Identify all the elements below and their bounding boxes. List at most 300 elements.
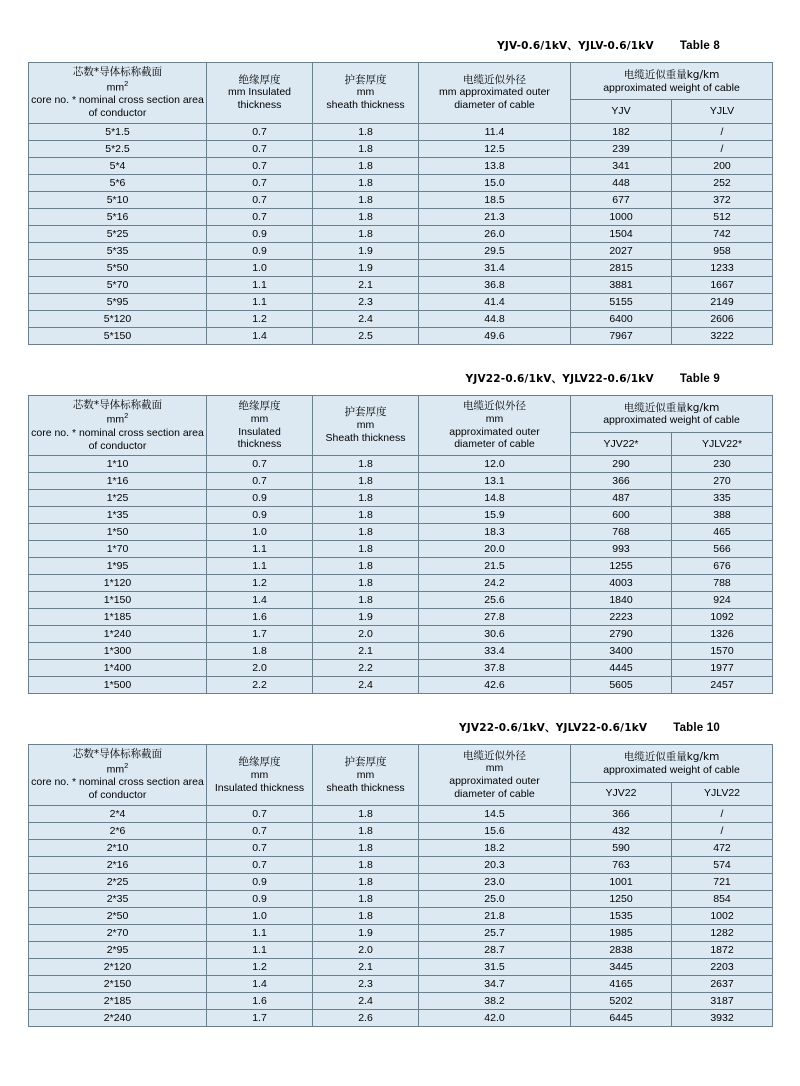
table-cell: 3932 xyxy=(672,1010,773,1027)
table-cell: 0.7 xyxy=(207,123,313,140)
table-cell: 1.4 xyxy=(207,976,313,993)
table-cell: 1.1 xyxy=(207,558,313,575)
table-cell: 23.0 xyxy=(419,874,571,891)
header-core-section-unit: $mm^2$ xyxy=(106,761,129,776)
table-cell: 2.3 xyxy=(313,293,419,310)
table-cell: 31.5 xyxy=(419,959,571,976)
table-row xyxy=(29,857,773,874)
table-row xyxy=(29,993,773,1010)
header-insulation-line2: Insulated thickness xyxy=(214,781,305,794)
header-insulation-thickness xyxy=(207,395,313,456)
table-9-title-text: YJV22-0.6/1kV、YJLV22-0.6/1kV xyxy=(465,372,654,385)
table-cell: 2457 xyxy=(672,677,773,694)
header-outer-diameter xyxy=(419,745,571,806)
table-cell: 2.6 xyxy=(313,1010,419,1027)
header-core-section-cn: 芯数*导体标称截面 xyxy=(72,748,163,761)
table-cell: 2.1 xyxy=(313,643,419,660)
table-row xyxy=(29,473,773,490)
header-outer-diameter xyxy=(419,395,571,456)
table-cell: 18.2 xyxy=(419,840,571,857)
table-10-head xyxy=(29,745,773,806)
table-row xyxy=(29,191,773,208)
header-core-section-en: core no. * nominal cross section area of conductor xyxy=(31,94,204,119)
table-row xyxy=(29,225,773,242)
table-cell: 1092 xyxy=(672,609,773,626)
table-row xyxy=(29,891,773,908)
header-core-section-en: core no. * nominal cross section area of conductor xyxy=(31,426,204,452)
table-block-10 xyxy=(28,720,772,1027)
table-cell: 1.6 xyxy=(207,609,313,626)
table-row xyxy=(29,677,773,694)
header-outer-diameter-unit: mm xyxy=(485,762,504,775)
header-outer-diameter-line1: approximated outer xyxy=(449,425,540,438)
table-cell: 1*400 xyxy=(29,660,207,677)
table-cell: 37.8 xyxy=(419,660,571,677)
table-cell: 0.7 xyxy=(207,857,313,874)
table-cell: 5155 xyxy=(571,293,672,310)
table-cell: 3445 xyxy=(571,959,672,976)
table-cell: 0.7 xyxy=(207,140,313,157)
table-cell: 2223 xyxy=(571,609,672,626)
table-cell: 600 xyxy=(571,507,672,524)
table-cell: 2790 xyxy=(571,626,672,643)
header-weight-group xyxy=(571,63,773,100)
header-outer-diameter-line2: diameter of cable xyxy=(454,438,535,451)
table-cell: 1*95 xyxy=(29,558,207,575)
table-cell: 1.0 xyxy=(207,524,313,541)
table-cell: 1.8 xyxy=(313,857,419,874)
table-cell: 5*95 xyxy=(29,293,207,310)
table-cell: 13.8 xyxy=(419,157,571,174)
table-cell: 566 xyxy=(672,541,773,558)
table-row xyxy=(29,609,773,626)
table-cell: 1*50 xyxy=(29,524,207,541)
table-cell: 1.0 xyxy=(207,908,313,925)
table-cell: 18.3 xyxy=(419,524,571,541)
table-cell: 1.8 xyxy=(313,191,419,208)
table-cell: 2.4 xyxy=(313,677,419,694)
table-cell: 2.1 xyxy=(313,959,419,976)
header-weight-yjlv22: YJLV22 xyxy=(672,782,773,805)
header-outer-diameter-line1: approximated outer xyxy=(449,775,540,788)
table-cell: 2815 xyxy=(571,259,672,276)
table-cell: 1.8 xyxy=(313,823,419,840)
table-row xyxy=(29,140,773,157)
table-cell: 1.8 xyxy=(313,874,419,891)
table-cell: 372 xyxy=(672,191,773,208)
table-row xyxy=(29,959,773,976)
table-cell: 2*185 xyxy=(29,993,207,1010)
header-weight-group-cn: 电缆近似重量kg/km xyxy=(623,68,720,81)
table-cell: 1001 xyxy=(571,874,672,891)
table-cell: 1.8 xyxy=(313,507,419,524)
table-cell: 1.4 xyxy=(207,592,313,609)
table-cell: 3400 xyxy=(571,643,672,660)
header-weight-yjlv: YJLV xyxy=(672,100,773,123)
header-outer-diameter-cn: 电缆近似外径 xyxy=(463,73,526,86)
table-cell: 0.9 xyxy=(207,507,313,524)
header-sheath-unit: mm xyxy=(356,768,375,781)
table-8-body xyxy=(29,123,773,344)
table-cell: 20.3 xyxy=(419,857,571,874)
table-cell: 24.2 xyxy=(419,575,571,592)
table-cell: 2*6 xyxy=(29,823,207,840)
table-cell: 0.7 xyxy=(207,473,313,490)
table-cell: 44.8 xyxy=(419,310,571,327)
cable-table-9 xyxy=(28,395,773,695)
table-cell: 1250 xyxy=(571,891,672,908)
table-10-title-text: YJV22-0.6/1kV、YJLV22-0.6/1kV xyxy=(458,722,648,735)
table-cell: 6445 xyxy=(571,1010,672,1027)
table-cell: 18.5 xyxy=(419,191,571,208)
table-9-head xyxy=(29,395,773,456)
table-cell: 25.0 xyxy=(419,891,571,908)
table-8-title-text: YJV-0.6/1kV、YJLV-0.6/1kV xyxy=(497,40,654,52)
header-sheath-cn: 护套厚度 xyxy=(344,73,387,86)
table-9-body xyxy=(29,456,773,694)
table-cell: 15.9 xyxy=(419,507,571,524)
table-cell: 42.6 xyxy=(419,677,571,694)
table-cell: 0.7 xyxy=(207,174,313,191)
table-cell: 0.9 xyxy=(207,225,313,242)
table-cell: / xyxy=(672,823,773,840)
header-sheath-thickness xyxy=(313,63,419,124)
header-insulation-line1: mm Insulated xyxy=(227,86,292,99)
table-cell: 1.8 xyxy=(313,157,419,174)
table-cell: 7967 xyxy=(571,327,672,344)
header-outer-diameter-cn: 电缆近似外径 xyxy=(463,399,526,412)
table-cell: 182 xyxy=(571,123,672,140)
table-cell: 5*50 xyxy=(29,259,207,276)
table-cell: 1.2 xyxy=(207,310,313,327)
header-insulation-cn: 绝缘厚度 xyxy=(238,73,281,86)
table-cell: 1.8 xyxy=(313,840,419,857)
table-block-9 xyxy=(28,371,772,695)
table-row xyxy=(29,293,773,310)
table-cell: 5*35 xyxy=(29,242,207,259)
table-row xyxy=(29,490,773,507)
table-row xyxy=(29,925,773,942)
table-cell: 2.1 xyxy=(313,276,419,293)
table-cell: 2*240 xyxy=(29,1010,207,1027)
table-row xyxy=(29,626,773,643)
table-cell: 3881 xyxy=(571,276,672,293)
header-insulation-thickness xyxy=(207,745,313,806)
table-row xyxy=(29,575,773,592)
table-cell: 742 xyxy=(672,225,773,242)
table-cell: 0.7 xyxy=(207,157,313,174)
table-cell: 1.8 xyxy=(313,806,419,823)
table-cell: 1002 xyxy=(672,908,773,925)
header-core-section xyxy=(29,63,207,124)
table-cell: 1.7 xyxy=(207,626,313,643)
table-cell: 5202 xyxy=(571,993,672,1010)
table-cell: 36.8 xyxy=(419,276,571,293)
table-cell: 1.8 xyxy=(313,174,419,191)
header-insulation-line2: thickness xyxy=(237,438,282,451)
header-core-section xyxy=(29,745,207,806)
table-row xyxy=(29,1010,773,1027)
table-cell: 1*16 xyxy=(29,473,207,490)
table-cell: 42.0 xyxy=(419,1010,571,1027)
table-cell: 14.5 xyxy=(419,806,571,823)
table-cell: 1*300 xyxy=(29,643,207,660)
table-row xyxy=(29,806,773,823)
table-cell: 5*10 xyxy=(29,191,207,208)
table-cell: 0.7 xyxy=(207,806,313,823)
header-outer-diameter-unit: mm xyxy=(485,412,504,425)
table-cell: 763 xyxy=(571,857,672,874)
table-cell: 33.4 xyxy=(419,643,571,660)
table-cell: 1*500 xyxy=(29,677,207,694)
table-cell: 2*50 xyxy=(29,908,207,925)
table-cell: 1.6 xyxy=(207,993,313,1010)
table-cell: 4003 xyxy=(571,575,672,592)
table-row xyxy=(29,456,773,473)
document-page xyxy=(0,38,800,1086)
table-cell: 1.2 xyxy=(207,959,313,976)
header-insulation-line1: Insulated xyxy=(238,425,281,438)
table-cell: 2*16 xyxy=(29,857,207,874)
table-cell: 34.7 xyxy=(419,976,571,993)
table-cell: 574 xyxy=(672,857,773,874)
table-cell: 924 xyxy=(672,592,773,609)
table-cell: 388 xyxy=(672,507,773,524)
table-row xyxy=(29,823,773,840)
table-cell: 1.8 xyxy=(313,592,419,609)
table-9-title xyxy=(28,371,772,386)
header-weight-group-cn: 电缆近似重量kg/km xyxy=(623,751,720,764)
table-row xyxy=(29,976,773,993)
table-cell: 1.9 xyxy=(313,242,419,259)
table-cell: 1.8 xyxy=(313,225,419,242)
table-row xyxy=(29,558,773,575)
table-cell: 1*150 xyxy=(29,592,207,609)
table-row xyxy=(29,908,773,925)
table-cell: 2149 xyxy=(672,293,773,310)
table-cell: 31.4 xyxy=(419,259,571,276)
table-cell: 1.8 xyxy=(313,456,419,473)
table-cell: 676 xyxy=(672,558,773,575)
table-9-number: Table 9 xyxy=(679,372,720,385)
table-cell: 1*25 xyxy=(29,490,207,507)
table-row xyxy=(29,157,773,174)
table-cell: 270 xyxy=(672,473,773,490)
header-outer-diameter-cn: 电缆近似外径 xyxy=(463,749,526,762)
table-cell: 15.6 xyxy=(419,823,571,840)
table-cell: 590 xyxy=(571,840,672,857)
table-cell: / xyxy=(672,123,773,140)
table-cell: 27.8 xyxy=(419,609,571,626)
table-cell: 1.1 xyxy=(207,293,313,310)
table-row xyxy=(29,592,773,609)
table-cell: 5*2.5 xyxy=(29,140,207,157)
table-block-8 xyxy=(28,38,772,345)
table-cell: 11.4 xyxy=(419,123,571,140)
header-insulation-unit: mm xyxy=(250,412,269,425)
table-cell: 5*1.5 xyxy=(29,123,207,140)
table-cell: 21.8 xyxy=(419,908,571,925)
table-cell: 1.1 xyxy=(207,276,313,293)
table-cell: 1535 xyxy=(571,908,672,925)
table-cell: 2838 xyxy=(571,942,672,959)
table-cell: 3187 xyxy=(672,993,773,1010)
header-outer-diameter-line2: diameter of cable xyxy=(454,99,535,112)
header-sheath-unit: mm xyxy=(356,419,375,432)
header-sheath-thickness xyxy=(313,395,419,456)
table-row xyxy=(29,242,773,259)
table-cell: 1*10 xyxy=(29,456,207,473)
table-cell: 1.9 xyxy=(313,925,419,942)
header-sheath-cn: 护套厚度 xyxy=(344,406,387,419)
table-cell: 2.4 xyxy=(313,310,419,327)
table-cell: 1667 xyxy=(672,276,773,293)
table-10-body xyxy=(29,806,773,1027)
table-cell: 5*4 xyxy=(29,157,207,174)
table-cell: 1.2 xyxy=(207,575,313,592)
table-cell: 25.7 xyxy=(419,925,571,942)
table-cell: 14.8 xyxy=(419,490,571,507)
table-cell: / xyxy=(672,140,773,157)
table-cell: 1.9 xyxy=(313,609,419,626)
table-10-title xyxy=(28,720,772,735)
table-row xyxy=(29,276,773,293)
table-cell: 2637 xyxy=(672,976,773,993)
table-cell: 2.4 xyxy=(313,993,419,1010)
table-cell: 2.5 xyxy=(313,327,419,344)
header-insulation-unit: mm xyxy=(250,768,269,781)
table-cell: 2*95 xyxy=(29,942,207,959)
header-weight-group-en: approximated weight of cable xyxy=(603,414,740,427)
table-cell: 15.0 xyxy=(419,174,571,191)
table-cell: 366 xyxy=(571,473,672,490)
table-cell: 2.0 xyxy=(207,660,313,677)
header-core-section-cn: 芯数*导体标称截面 xyxy=(72,398,163,411)
table-cell: 512 xyxy=(672,208,773,225)
table-cell: 38.2 xyxy=(419,993,571,1010)
header-weight-group xyxy=(571,745,773,782)
table-row xyxy=(29,174,773,191)
table-cell: 2.0 xyxy=(313,942,419,959)
cable-table-10 xyxy=(28,744,773,1027)
header-weight-yjv22: YJV22 xyxy=(571,782,672,805)
table-cell: 1*70 xyxy=(29,541,207,558)
table-cell: 20.0 xyxy=(419,541,571,558)
header-sheath-line1: mm xyxy=(356,86,375,99)
table-cell: 1872 xyxy=(672,942,773,959)
cable-table-8 xyxy=(28,62,773,345)
table-cell: 26.0 xyxy=(419,225,571,242)
table-cell: 239 xyxy=(571,140,672,157)
table-cell: 290 xyxy=(571,456,672,473)
header-weight-yjv22: YJV22* xyxy=(571,432,672,455)
table-cell: 1.8 xyxy=(313,208,419,225)
table-cell: 1.8 xyxy=(313,908,419,925)
header-weight-group-en: approximated weight of cable xyxy=(603,81,740,94)
table-cell: 854 xyxy=(672,891,773,908)
table-row xyxy=(29,524,773,541)
table-cell: 5*70 xyxy=(29,276,207,293)
header-sheath-cn: 护套厚度 xyxy=(344,756,387,769)
table-row xyxy=(29,840,773,857)
table-cell: 2.3 xyxy=(313,976,419,993)
table-cell: 1255 xyxy=(571,558,672,575)
header-sheath-line2: sheath thickness xyxy=(326,781,405,794)
table-cell: 21.5 xyxy=(419,558,571,575)
header-insulation-thickness xyxy=(207,63,313,124)
table-cell: 1.0 xyxy=(207,259,313,276)
table-cell: 5*25 xyxy=(29,225,207,242)
table-cell: 472 xyxy=(672,840,773,857)
header-insulation-line2: thickness xyxy=(237,99,282,112)
table-cell: 465 xyxy=(672,524,773,541)
table-cell: 12.5 xyxy=(419,140,571,157)
table-cell: 41.4 xyxy=(419,293,571,310)
table-cell: 1*35 xyxy=(29,507,207,524)
table-cell: 5*120 xyxy=(29,310,207,327)
table-cell: 2*70 xyxy=(29,925,207,942)
table-cell: 2.2 xyxy=(313,660,419,677)
table-cell: 1.8 xyxy=(313,558,419,575)
table-cell: 5*150 xyxy=(29,327,207,344)
table-cell: 200 xyxy=(672,157,773,174)
table-cell: 6400 xyxy=(571,310,672,327)
table-cell: 2.0 xyxy=(313,626,419,643)
header-core-section-unit: $mm^2$ xyxy=(106,78,129,94)
table-cell: 30.6 xyxy=(419,626,571,643)
table-cell: 0.7 xyxy=(207,823,313,840)
table-8-number: Table 8 xyxy=(679,40,720,52)
table-cell: 5*6 xyxy=(29,174,207,191)
table-cell: 366 xyxy=(571,806,672,823)
table-cell: 1.8 xyxy=(313,891,419,908)
header-insulation-cn: 绝缘厚度 xyxy=(238,399,281,412)
table-cell: 1.8 xyxy=(313,490,419,507)
table-cell: 1840 xyxy=(571,592,672,609)
table-cell: 1*240 xyxy=(29,626,207,643)
table-cell: 230 xyxy=(672,456,773,473)
table-cell: 29.5 xyxy=(419,242,571,259)
table-cell: 677 xyxy=(571,191,672,208)
table-cell: / xyxy=(672,806,773,823)
table-row xyxy=(29,327,773,344)
table-cell: 0.9 xyxy=(207,874,313,891)
table-cell: 1.1 xyxy=(207,925,313,942)
table-cell: 28.7 xyxy=(419,942,571,959)
table-cell: 1977 xyxy=(672,660,773,677)
header-core-section-unit: $mm^2$ xyxy=(106,411,129,426)
table-cell: 2.2 xyxy=(207,677,313,694)
table-cell: 0.7 xyxy=(207,208,313,225)
header-outer-diameter-line2: diameter of cable xyxy=(454,788,535,801)
table-cell: 1504 xyxy=(571,225,672,242)
table-cell: 2*10 xyxy=(29,840,207,857)
table-cell: 721 xyxy=(672,874,773,891)
table-cell: 1.7 xyxy=(207,1010,313,1027)
table-cell: 1233 xyxy=(672,259,773,276)
header-outer-diameter-line1: mm approximated outer xyxy=(439,86,550,99)
header-core-section-en: core no. * nominal cross section area of conductor xyxy=(31,776,204,802)
table-cell: 2027 xyxy=(571,242,672,259)
table-cell: 13.1 xyxy=(419,473,571,490)
table-8-title xyxy=(28,38,772,53)
table-cell: 0.9 xyxy=(207,242,313,259)
table-cell: 335 xyxy=(672,490,773,507)
header-sheath-line2: sheath thickness xyxy=(326,99,405,112)
table-cell: 2*4 xyxy=(29,806,207,823)
table-8-head xyxy=(29,63,773,124)
header-core-section xyxy=(29,395,207,456)
